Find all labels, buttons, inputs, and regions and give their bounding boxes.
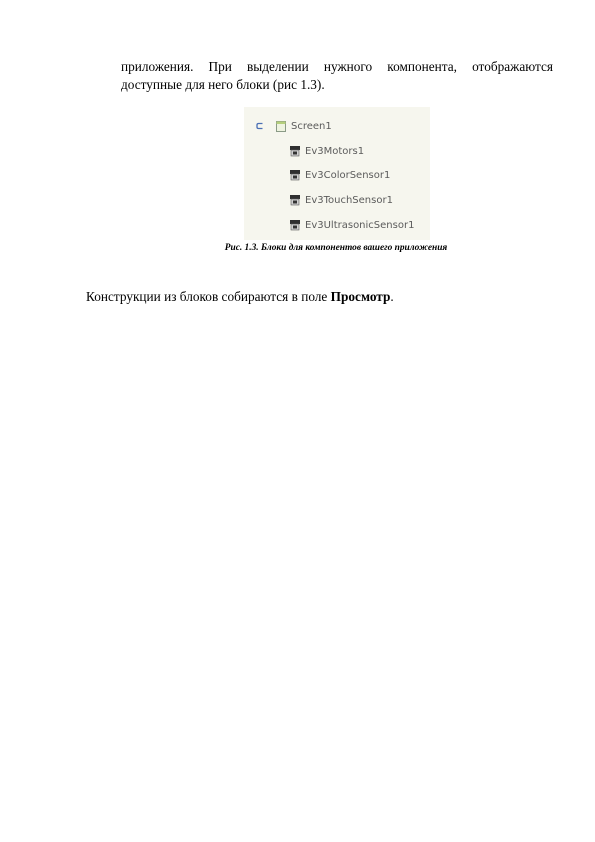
paragraph-bottom-end: . [390, 289, 394, 304]
lego-ev3-icon [289, 169, 301, 181]
tree-item-ev3touchsensor1[interactable] [289, 193, 393, 207]
lego-ev3-icon [289, 219, 301, 231]
tree-item-ev3motors1[interactable] [289, 144, 364, 158]
tree-item-label: Ev3UltrasonicSensor1 [305, 219, 415, 231]
paragraph-line-2: доступные для него блоки (рис 1.3). [121, 77, 325, 92]
paragraph-bottom-text: Конструкции из блоков собираются в поле [86, 289, 331, 304]
collapse-minus-icon[interactable] [255, 121, 265, 131]
lego-ev3-icon [289, 194, 301, 206]
tree-item-label: Screen1 [291, 120, 332, 132]
tree-item-label: Ev3Motors1 [305, 145, 365, 157]
tree-item-ev3ultrasonicsensor1[interactable] [289, 218, 414, 232]
tree-item-label: Ev3ColorSensor1 [305, 169, 391, 181]
tree-item-screen1[interactable] [276, 119, 332, 133]
paragraph-bottom-bold: Просмотр [330, 289, 391, 304]
figure-caption: Рис. 1.3. Блоки для компонентов вашего приложения [224, 243, 448, 253]
paragraph-bottom [86, 289, 394, 305]
tree-item-ev3colorsensor1[interactable] [289, 168, 390, 182]
paragraph-line-1: приложения. При выделении нужного компонента, отображаются [121, 59, 553, 74]
blocks-figure [244, 107, 430, 240]
tree-item-label: Ev3TouchSensor1 [305, 194, 393, 206]
lego-ev3-icon [289, 145, 301, 157]
paragraph-top [121, 58, 553, 94]
screen-icon [276, 121, 286, 132]
